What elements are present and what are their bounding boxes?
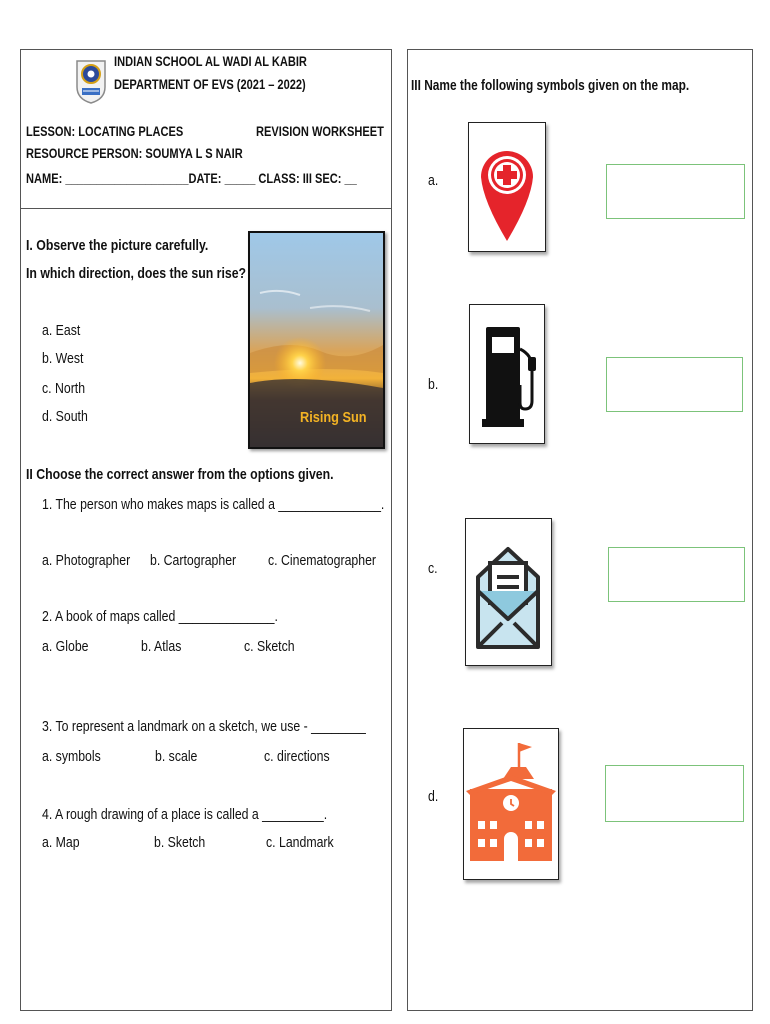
- option-south[interactable]: d. South: [42, 408, 88, 425]
- lesson-title: LESSON: LOCATING PLACES: [26, 124, 184, 139]
- symbol-frame-a: [468, 122, 546, 252]
- q4-option-b[interactable]: b. Sketch: [154, 834, 206, 851]
- question-2: 2. A book of maps called ______________.: [42, 608, 278, 625]
- image-caption: Rising Sun: [300, 409, 367, 426]
- symbol-label-c: c.: [428, 560, 438, 577]
- q2-option-c[interactable]: c. Sketch: [244, 638, 295, 655]
- question-3: 3. To represent a landmark on a sketch, we use - ________: [42, 718, 366, 735]
- section3-title: III Name the following symbols given on the map.: [411, 78, 690, 94]
- section2-title: II Choose the correct answer from the options given.: [26, 466, 334, 483]
- symbol-label-a: a.: [428, 172, 439, 189]
- q3-option-b[interactable]: b. scale: [155, 748, 198, 765]
- option-north[interactable]: c. North: [42, 380, 86, 397]
- post-office-icon: [466, 519, 551, 665]
- section1-question: In which direction, does the sun rise?: [26, 265, 247, 282]
- q1-option-c[interactable]: c. Cinematographer: [268, 552, 377, 569]
- school-logo: [74, 57, 108, 105]
- right-panel-border-right: [752, 49, 753, 1011]
- q1-option-b[interactable]: b. Cartographer: [150, 552, 237, 569]
- resource-person: RESOURCE PERSON: SOUMYA L S NAIR: [26, 146, 243, 161]
- name-date-class-line[interactable]: NAME: ____________________DATE: _____ CLASS: III SEC: __: [26, 171, 357, 186]
- department-name: DEPARTMENT OF EVS (2021 – 2022): [114, 77, 306, 92]
- q2-option-a[interactable]: a. Globe: [42, 638, 89, 655]
- q4-option-a[interactable]: a. Map: [42, 834, 80, 851]
- q3-option-c[interactable]: c. directions: [264, 748, 330, 765]
- question-1: 1. The person who makes maps is called a _______________.: [42, 496, 385, 513]
- q3-option-a[interactable]: a. symbols: [42, 748, 101, 765]
- right-panel-border-top: [407, 49, 753, 50]
- petrol-pump-icon: [470, 305, 544, 443]
- left-panel-border-top: [20, 49, 392, 50]
- answer-box-b[interactable]: [606, 357, 743, 412]
- rising-sun-image: [248, 231, 385, 449]
- left-panel-border-bottom: [20, 1010, 392, 1011]
- answer-box-a[interactable]: [606, 164, 745, 219]
- q2-option-b[interactable]: b. Atlas: [141, 638, 182, 655]
- right-panel-border-left: [407, 49, 408, 1011]
- answer-box-d[interactable]: [605, 765, 744, 822]
- symbol-frame-c: [465, 518, 552, 666]
- left-panel-border-left: [20, 49, 21, 1011]
- question-4: 4. A rough drawing of a place is called a _________.: [42, 806, 328, 823]
- symbol-frame-b: [469, 304, 545, 444]
- school-icon: [464, 729, 558, 879]
- hospital-location-icon: [469, 123, 545, 251]
- symbol-frame-d: [463, 728, 559, 880]
- left-panel-border-right: [391, 49, 392, 1011]
- symbol-label-d: d.: [428, 788, 439, 805]
- q4-option-c[interactable]: c. Landmark: [266, 834, 334, 851]
- option-east[interactable]: a. East: [42, 322, 81, 339]
- school-name: INDIAN SCHOOL AL WADI AL KABIR: [114, 54, 307, 69]
- option-west[interactable]: b. West: [42, 350, 84, 367]
- answer-box-c[interactable]: [608, 547, 745, 602]
- worksheet-type: REVISION WORKSHEET: [256, 124, 384, 139]
- symbol-label-b: b.: [428, 376, 439, 393]
- q1-option-a[interactable]: a. Photographer: [42, 552, 131, 569]
- header-divider: [20, 208, 392, 209]
- section1-title: I. Observe the picture carefully.: [26, 237, 209, 254]
- right-panel-border-bottom: [407, 1010, 753, 1011]
